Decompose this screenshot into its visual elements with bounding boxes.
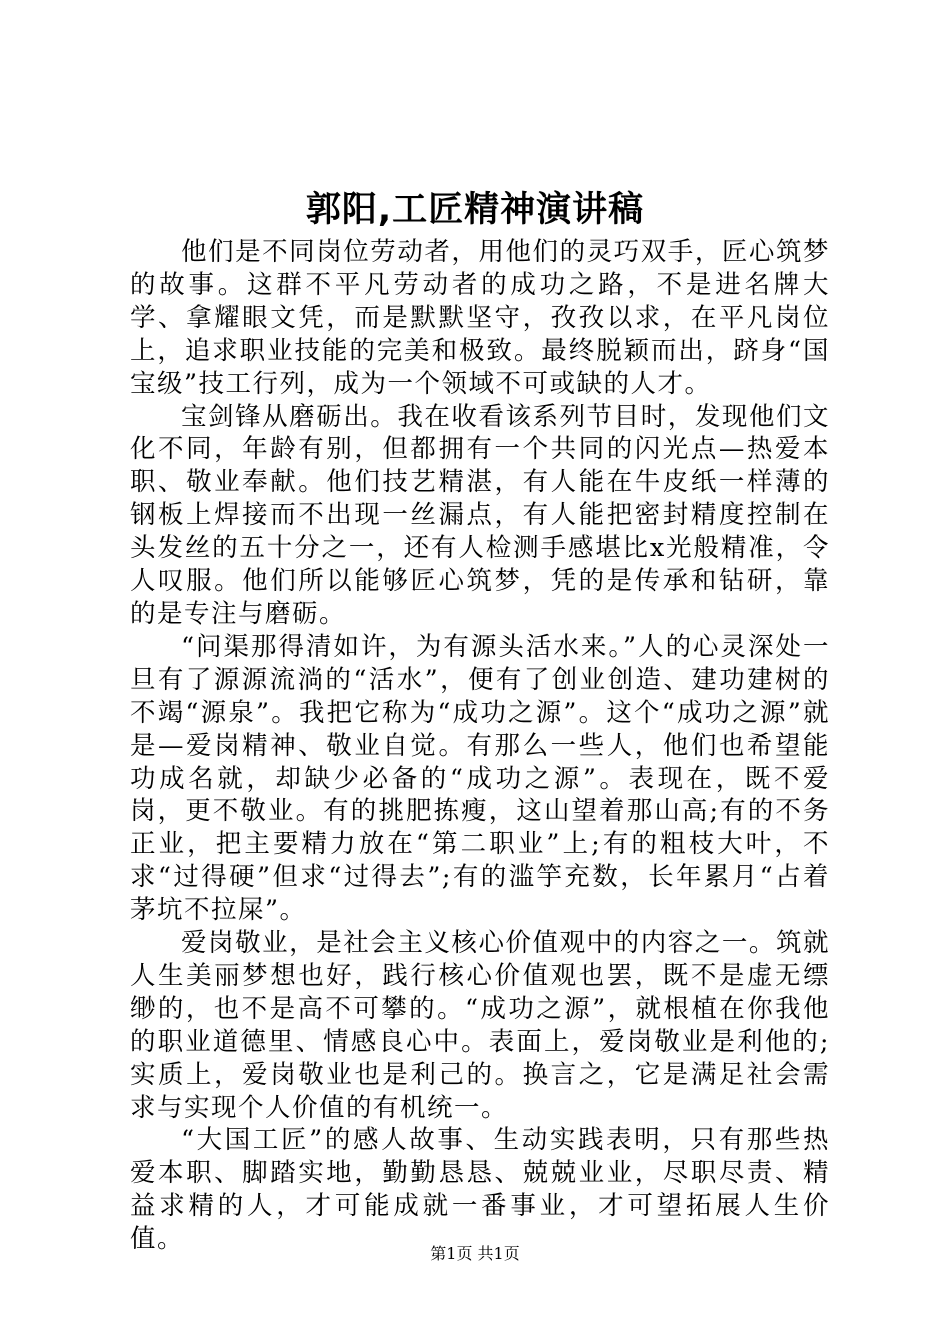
page-number-footer: 第1页 共1页 [430, 1244, 520, 1263]
paragraph-3: “问渠那得清如许，为有源头活水来。”人的心灵深处一旦有了源源流淌的“活水”，便有了创业创造、建功建树的不竭“源泉”。我把它称为“成功之源”。这个“成功之源”就是—爱岗精神、敬业自觉。有那么一些人，他们也希望能功成名就，却缺少必备的“成功之源”。表现在，既不爱岗，更不敬业。有的挑肥拣瘦，这山望着那山高;有的不务正业，把主要精力放在“第二职业”上;有的粗枝大叶，不求“过得硬”但求“过得去”;有的滥竽充数，长年累月“占着茅坑不拉屎”。 [130, 631, 830, 926]
paragraph-2: 宝剑锋从磨砺出。我在收看该系列节目时，发现他们文化不同，年龄有别，但都拥有一个共同的闪光点—热爱本职、敬业奉献。他们技艺精湛，有人能在牛皮纸一样薄的钢板上焊接而不出现一丝漏点，有人能把密封精度控制在头发丝的五十分之一，还有人检测手感堪比x光般精准，令人叹服。他们所以能够匠心筑梦，凭的是传承和钻研，靠的是专注与磨砺。 [130, 401, 830, 629]
page-title: 郭阳,工匠精神演讲稿 [305, 190, 645, 230]
paragraph-5: “大国工匠”的感人故事、生动实践表明，只有那些热爱本职、脚踏实地，勤勤恳恳、兢兢业业，尽职尽责、精益求精的人，才可能成就一番事业，才可望拓展人生价值。 [130, 1125, 830, 1255]
paragraph-1: 他们是不同岗位劳动者，用他们的灵巧双手，匠心筑梦的故事。这群不平凡劳动者的成功之路，不是进名牌大学、拿耀眼文凭，而是默默坚守，孜孜以求，在平凡岗位上，追求职业技能的完美和极致。最终脱颖而出，跻身“国宝级”技工行列，成为一个领域不可或缺的人才。 [130, 237, 830, 399]
paragraph-4: 爱岗敬业，是社会主义核心价值观中的内容之一。筑就人生美丽梦想也好，践行核心价值观也罢，既不是虚无缥缈的，也不是高不可攀的。“成功之源”，就根植在你我他的职业道德里、情感良心中。表面上，爱岗敬业是利他的;实质上，爱岗敬业也是利己的。换言之，它是满足社会需求与实现个人价值的有机统一。 [130, 928, 830, 1123]
document-body [130, 236, 830, 1256]
